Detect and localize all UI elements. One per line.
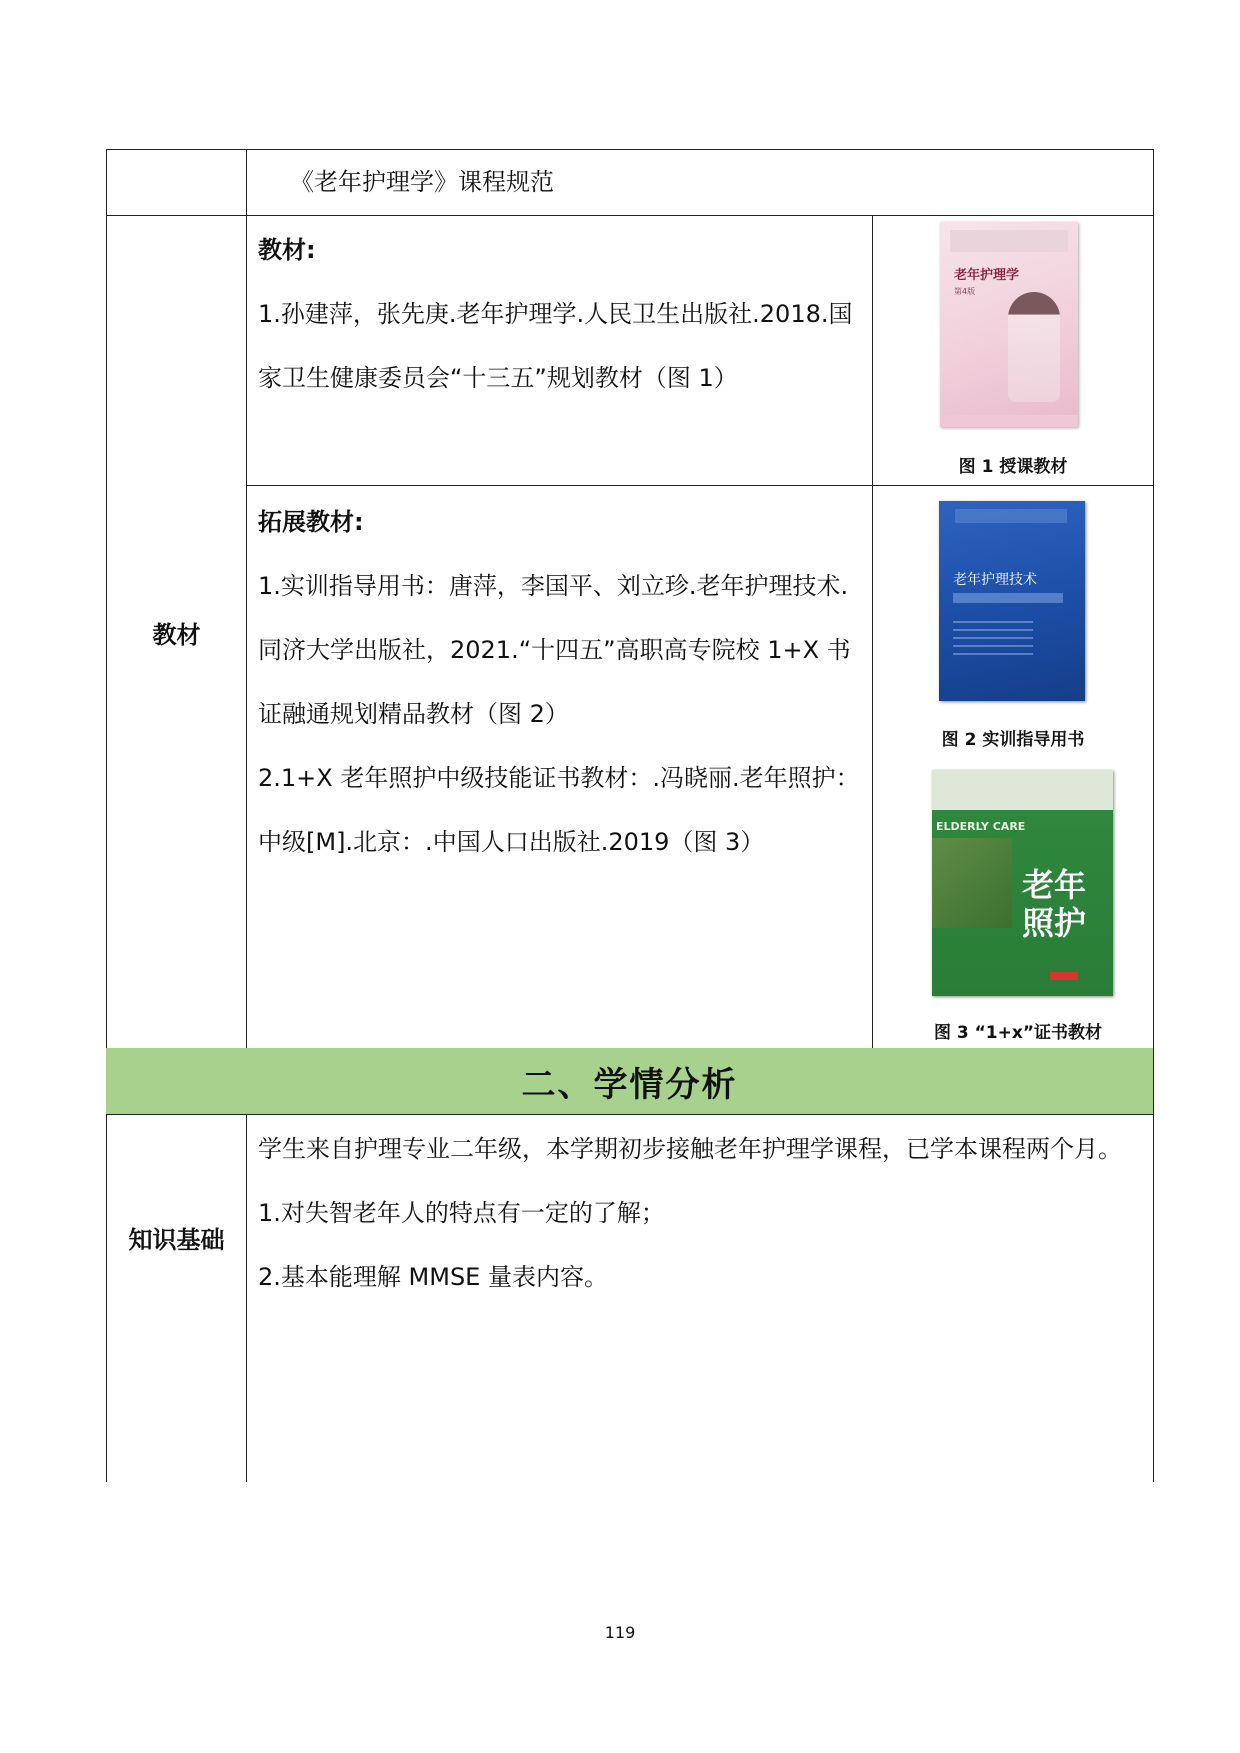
cover3-title-cn-2: 照护	[1022, 904, 1087, 942]
row-divider-1	[106, 215, 1154, 216]
page-number: 119	[604, 1623, 636, 1642]
textbook-cover-image	[940, 222, 1078, 427]
section-title-learning-analysis: 二、学情分析	[106, 1048, 1153, 1114]
training-guide-cover-image	[939, 501, 1085, 701]
cover1-edition: 第4版	[954, 287, 976, 296]
knowledge-base-intro: 学生来自护理专业二年级，本学期初步接触老年护理学课程，已学本课程两个月。	[258, 1135, 1122, 1163]
cover3-title-en: ELDERLY CARE	[936, 820, 1026, 833]
cover2-title: 老年护理技术	[953, 572, 1037, 588]
extended-textbook-item-2: 2.1+X 老年照护中级技能证书教材：.冯晓丽.老年照护：中级[M].北京：.中国人口出版社.2019（图 3）	[258, 764, 860, 856]
row-divider-2	[246, 485, 1154, 486]
figure1-caption: 图 1 授课教材	[958, 457, 1068, 477]
cover1-title: 老年护理学	[954, 268, 1020, 283]
figure2-caption: 图 2 实训指导用书	[941, 730, 1085, 750]
course-spec-text: 《老年护理学》课程规范	[290, 168, 554, 196]
nurse-figure-icon	[1008, 292, 1060, 402]
main-textbook-heading: 教材:	[258, 236, 316, 264]
knowledge-base-item-1: 1.对失智老年人的特点有一定的了解；	[258, 1199, 665, 1227]
extended-textbook-heading: 拓展教材:	[258, 508, 364, 536]
row-divider-4	[106, 1114, 1154, 1115]
materials-label: 教材	[152, 620, 201, 649]
main-textbook-text: 1.孙建萍，张先庚.老年护理学.人民卫生出版社.2018.国家卫生健康委员会“十三五”规划教材（图 1）	[258, 300, 853, 392]
knowledge-base-label: 知识基础	[128, 1226, 225, 1254]
divider-label-col-2	[246, 1114, 247, 1482]
border-right	[1153, 149, 1154, 1482]
knowledge-base-item-2: 2.基本能理解 MMSE 量表内容。	[258, 1263, 608, 1291]
extended-textbook-item-1: 1.实训指导用书：唐萍，李国平、刘立珍.老年护理技术.同济大学出版社，2021.“十四五”高职高专院校 1+X 书证融通规划精品教材（图 2）	[258, 572, 851, 728]
knowledge-base-cell	[258, 1117, 1150, 1309]
cover3-title-cn-1: 老年	[1022, 866, 1087, 904]
divider-image-col	[872, 215, 873, 1048]
figure3-caption: 图 3 “1+x”证书教材	[933, 1023, 1103, 1043]
main-textbook-cell	[258, 218, 863, 410]
certificate-textbook-cover-image	[932, 770, 1113, 996]
divider-label-col	[246, 149, 247, 1048]
extended-textbook-cell	[258, 490, 863, 874]
